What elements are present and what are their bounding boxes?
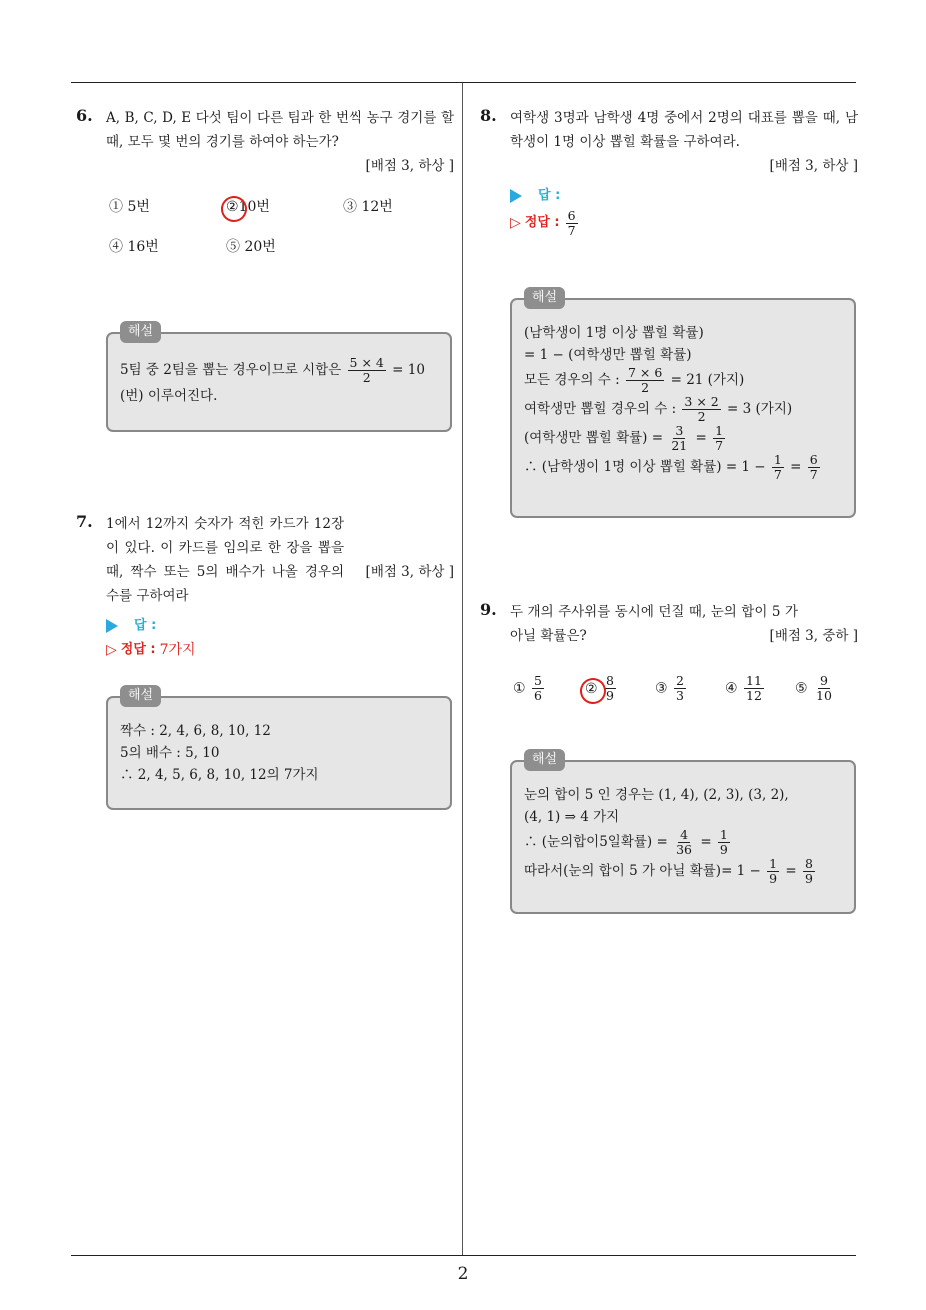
fraction: $\frac{7 \times 6}{2}$ [627,365,663,395]
correct-answer-row: ▷ 정답 : 7가지 [106,638,454,662]
explanation-line: (남학생이 1명 이상 뽑힐 확률) [524,325,704,341]
fraction: $\frac{3}{21}$ [671,423,688,453]
question-text: 1에서 12까지 숫자가 적힌 카드가 12장이 있다. 이 카드를 임의로 한 장을 뽑을 때, 짝수 또는 5의 배수가 나올 경우의 수를 구하여라 [106,516,344,604]
column-divider [462,83,463,1255]
explanation-box [106,688,452,810]
answer-circle-mark [218,193,250,225]
choice-4[interactable]: ④ 16번 [109,239,159,255]
question-meta: [배점 3, 하상 ] [365,564,454,580]
choice-list [513,674,858,714]
outline-triangle-icon: ▷ [510,215,521,231]
explanation-tag: 해설 [524,749,565,771]
top-rule [71,82,856,83]
explanation-line: ∴ (남학생이 1명 이상 뽑힐 확률) = 1 − $\frac{1}{7}$ = $\frac{6}{7}$ [524,452,818,482]
explanation-line: 5의 배수 : 5, 10 [120,745,220,761]
explanation-tag: 해설 [524,287,565,309]
explanation-line: 모든 경우의 수 : $\frac{7 \times 6}{2}$ = 21 (가지) [524,365,745,395]
explanation-line: ∴ 2, 4, 5, 6, 8, 10, 12의 7가지 [120,767,319,783]
choice-1[interactable]: ① 5번 [109,199,150,215]
choice-3[interactable]: ③ 12번 [343,199,393,215]
explanation-line: (4, 1) ⇒ 4 가지 [524,809,620,825]
fraction: $\frac{1}{7}$ [715,423,724,453]
explanation-line: ∴ (눈의합이5일확률) = $\frac{4}{36}$ = $\frac{1}{9}$ [524,827,728,857]
bottom-rule [71,1255,856,1256]
question-text: 두 개의 주사위를 동시에 던질 때, 눈의 합이 5 가 아닐 확률은? [510,604,798,644]
explanation-tag: 해설 [120,685,161,707]
question-7 [76,512,454,783]
explanation-line: 여학생만 뽑힐 경우의 수 : $\frac{3 \times 2}{2}$ = 3 (가지) [524,394,793,424]
question-6 [76,106,454,404]
choice-5[interactable]: ⑤ $\frac{9}{10}$ [795,673,832,703]
fraction: $\frac{4}{36}$ [676,827,693,857]
outline-triangle-icon: ▷ [106,642,117,658]
fraction: $\frac{1}{9}$ [769,856,778,886]
explanation-line: (번) 이루어진다. [120,388,218,404]
fraction: $\frac{6}{7}$ [809,452,818,482]
explanation-line: 짝수 : 2, 4, 6, 8, 10, 12 [120,723,271,739]
answer-area [106,614,454,662]
choice-5[interactable]: ⑤ 20번 [226,239,276,255]
fraction: $\frac{1}{7}$ [773,452,782,482]
choice-list [109,196,454,266]
question-meta: [배점 3, 하상 ] [365,158,454,174]
question-meta: [배점 3, 중하 ] [769,628,858,644]
answer-row: 답 : [106,614,454,638]
correct-fraction: $\frac{6}{7}$ [567,207,576,238]
answer-row: 답 : [510,184,858,208]
explanation-line: 눈의 합이 5 인 경우는 (1, 4), (2, 3), (3, 2), [524,787,789,803]
question-number: 6. [76,106,93,125]
explanation-line: 5팀 중 2팀을 뽑는 경우이므로 시합은 $\frac{5 \times 4}{2}$ = 10 [120,355,425,385]
play-triangle-icon [510,189,522,203]
question-meta: [배점 3, 하상 ] [769,158,858,174]
explanation-tag: 해설 [120,321,161,343]
question-text: A, B, C, D, E 다섯 팀이 다른 팀과 한 번씩 농구 경기를 할 때, 모두 몇 번의 경기를 하여야 하는가? [106,110,454,150]
fraction: $\frac{8}{9}$ [805,856,813,886]
choice-4[interactable]: ④ $\frac{11}{12}$ [725,673,762,703]
explanation-line: = 1 − (여학생만 뽑힐 확률) [524,347,692,363]
fraction: $\frac{3 \times 2}{2}$ [684,394,719,424]
play-triangle-icon [106,619,118,633]
question-number: 8. [480,106,497,125]
question-number: 9. [480,600,497,619]
choice-2[interactable]: ② $\frac{8}{9}$ [585,674,618,703]
explanation-box [106,324,452,432]
question-text: 여학생 3명과 남학생 4명 중에서 2명의 대표를 뽑을 때, 남학생이 1명 이상 뽑힐 확률을 구하여라. [510,110,858,150]
explanation-line: (여학생만 뽑힐 확률) = $\frac{3}{21}$ = $\frac{1}{7}$ [524,423,724,453]
choice-1[interactable]: ① $\frac{5}{6}$ [513,673,542,703]
fraction: $\frac{5 \times 4}{2}$ [349,355,384,385]
page-number: 2 [457,1264,469,1284]
explanation-box [510,290,856,518]
choice-2[interactable]: ②10번 [226,196,270,216]
explanation-line: 따라서(눈의 합이 5 가 아닐 확률)= 1 − $\frac{1}{9}$ = $\frac{8}{9}$ [524,856,813,886]
correct-answer-row: ▷ 정답 : $\frac{6}{7}$ [510,207,576,238]
choice-3[interactable]: ③ $\frac{2}{3}$ [655,673,684,703]
question-9 [480,600,858,886]
explanation-box [510,752,856,914]
fraction: $\frac{1}{9}$ [719,827,728,857]
question-number: 7. [76,512,93,531]
question-8 [480,106,858,482]
answer-area [510,184,858,238]
